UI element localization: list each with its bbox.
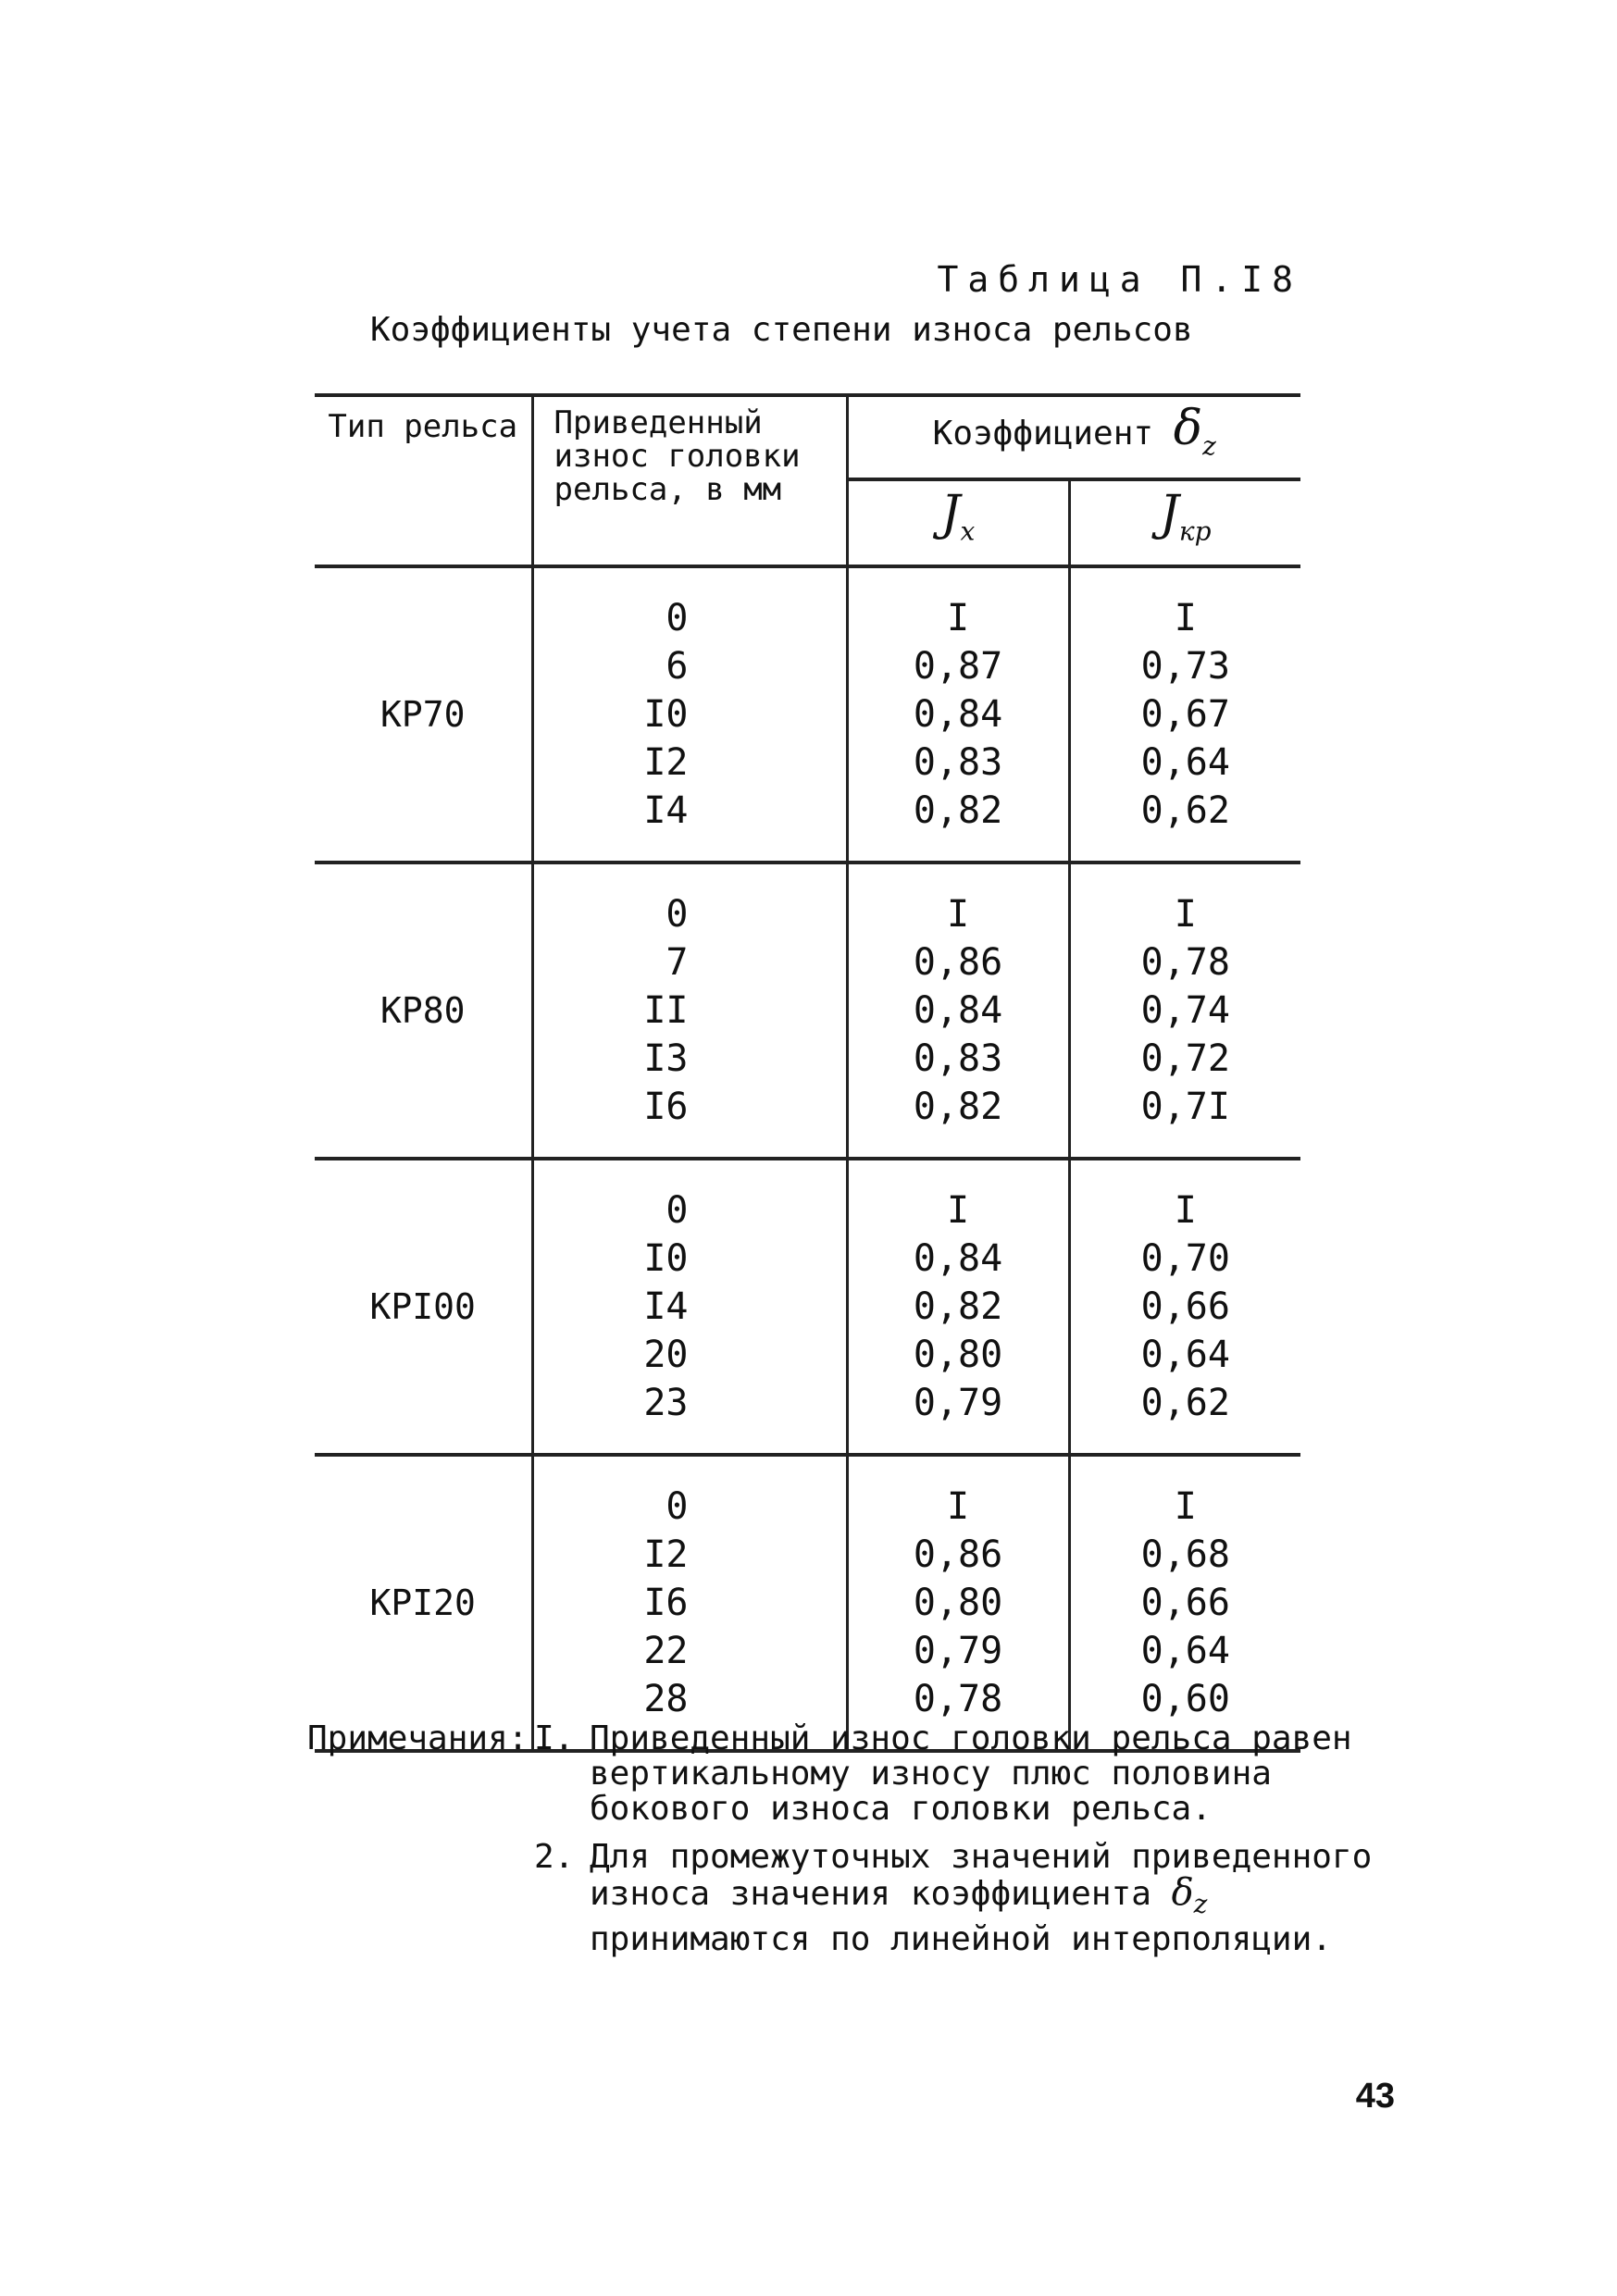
note-item-2	[307, 1840, 1381, 1957]
header-reduced-wear: Приведенный износ головки рельса, в мм	[532, 395, 847, 566]
jx-value: 0,86	[913, 1533, 1003, 1576]
coefficient-symbol: $\delta_z$	[1171, 1871, 1208, 1919]
jkr-value: 0,60	[1140, 1677, 1230, 1720]
rail-type-cell: КРI00	[315, 1159, 532, 1455]
wear-value: 0	[665, 1484, 689, 1528]
jx-value-column	[847, 863, 1069, 1159]
jkr-value: 0,64	[1140, 740, 1230, 784]
jkr-value: 0,64	[1140, 1629, 1230, 1672]
jx-value: 0,84	[913, 1236, 1003, 1280]
note-text: Для промежуточных значений приведенного износа значения коэффициента $\delta_z$ принимаются по линейной интерполяции.	[590, 1838, 1373, 1958]
jx-value: 0,80	[913, 1581, 1003, 1624]
wear-value: I4	[643, 788, 689, 832]
table-row	[315, 1159, 1300, 1455]
wear-value: 7	[665, 940, 689, 984]
jx-value: 0,82	[913, 1285, 1003, 1328]
notes-heading: Примечания:	[307, 1719, 529, 1757]
wear-value: 28	[643, 1677, 689, 1720]
jx-value: I	[946, 892, 970, 936]
jx-value: 0,79	[913, 1629, 1003, 1672]
wear-coefficient-table	[315, 393, 1300, 1753]
rail-type-cell: КРI20	[315, 1455, 532, 1751]
wear-value: 22	[643, 1629, 689, 1672]
jkr-value: 0,64	[1140, 1333, 1230, 1376]
jx-value: 0,80	[913, 1333, 1003, 1376]
rail-type-cell: КР80	[315, 863, 532, 1159]
jx-value: I	[946, 1188, 970, 1232]
jx-value-column	[847, 1159, 1069, 1455]
jx-value: 0,79	[913, 1381, 1003, 1424]
jkr-value: 0,66	[1140, 1581, 1230, 1624]
rail-type-cell: КР70	[315, 566, 532, 863]
jx-value: 0,83	[913, 1036, 1003, 1080]
jx-value: 0,86	[913, 940, 1003, 984]
jx-value: 0,82	[913, 1085, 1003, 1128]
jkr-value: 0,73	[1140, 644, 1230, 688]
wear-value: I3	[643, 1036, 689, 1080]
header-coefficient-symbol: $\delta_z$	[1173, 401, 1216, 462]
wear-value-column	[532, 1455, 847, 1751]
jkr-value: 0,67	[1140, 692, 1230, 736]
jkr-value: I	[1174, 596, 1197, 639]
jx-value: 0,82	[913, 788, 1003, 832]
wear-value: I2	[643, 1533, 689, 1576]
jx-value-column	[847, 1455, 1069, 1751]
wear-value: I4	[643, 1285, 689, 1328]
wear-value-column	[532, 1159, 847, 1455]
jkr-value: 0,66	[1140, 1285, 1230, 1328]
jkr-value-column	[1069, 566, 1300, 863]
jkr-value: 0,74	[1140, 988, 1230, 1032]
wear-value-column	[532, 566, 847, 863]
table-row	[315, 1455, 1300, 1751]
wear-value: I2	[643, 740, 689, 784]
wear-value: I0	[643, 692, 689, 736]
page-number: 43	[1355, 2077, 1395, 2116]
note-text: Приведенный износ головки рельса равен вертикальному износу плюс половина бокового износа головки рельса.	[590, 1719, 1352, 1828]
jkr-value: 0,78	[1140, 940, 1230, 984]
wear-value: 6	[665, 644, 689, 688]
header-jkr: $J_{кр}$	[1069, 479, 1300, 565]
jkr-value: I	[1174, 892, 1197, 936]
note-number: I.	[534, 1719, 575, 1757]
jkr-value-column	[1069, 1455, 1300, 1751]
jkr-value-column	[1069, 1159, 1300, 1455]
wear-value: I0	[643, 1236, 689, 1280]
wear-value-column	[532, 863, 847, 1159]
jkr-value: I	[1174, 1484, 1197, 1528]
header-coefficient	[847, 395, 1300, 479]
note-number: 2.	[534, 1838, 575, 1876]
wear-value: I6	[643, 1085, 689, 1128]
jkr-value: 0,72	[1140, 1036, 1230, 1080]
notes	[307, 1721, 1381, 1970]
wear-value: 0	[665, 596, 689, 639]
jx-value: 0,78	[913, 1677, 1003, 1720]
wear-value: 0	[665, 1188, 689, 1232]
jkr-value: 0,62	[1140, 1381, 1230, 1424]
jx-value: I	[946, 596, 970, 639]
jx-value: 0,87	[913, 644, 1003, 688]
table-row	[315, 566, 1300, 863]
jkr-value: 0,68	[1140, 1533, 1230, 1576]
header-coefficient-label: Коэффициент	[932, 415, 1154, 453]
jkr-value: 0,62	[1140, 788, 1230, 832]
jx-value: 0,84	[913, 692, 1003, 736]
table-row	[315, 863, 1300, 1159]
wear-value: II	[643, 988, 689, 1032]
wear-value: 23	[643, 1381, 689, 1424]
note-item-1	[307, 1721, 1381, 1827]
wear-value: I6	[643, 1581, 689, 1624]
wear-value: 0	[665, 892, 689, 936]
jkr-value: 0,70	[1140, 1236, 1230, 1280]
jx-value: 0,83	[913, 740, 1003, 784]
jkr-value: 0,7I	[1140, 1085, 1230, 1128]
header-rail-type: Тип рельса	[315, 395, 532, 566]
jx-value-column	[847, 566, 1069, 863]
jkr-value-column	[1069, 863, 1300, 1159]
table-caption: Коэффициенты учета степени износа рельсов	[370, 311, 1193, 349]
table-label: Таблица П.I8	[937, 259, 1302, 300]
jx-value: 0,84	[913, 988, 1003, 1032]
jx-value: I	[946, 1484, 970, 1528]
jkr-value: I	[1174, 1188, 1197, 1232]
header-jx: $J_x$	[847, 479, 1069, 565]
wear-value: 20	[643, 1333, 689, 1376]
